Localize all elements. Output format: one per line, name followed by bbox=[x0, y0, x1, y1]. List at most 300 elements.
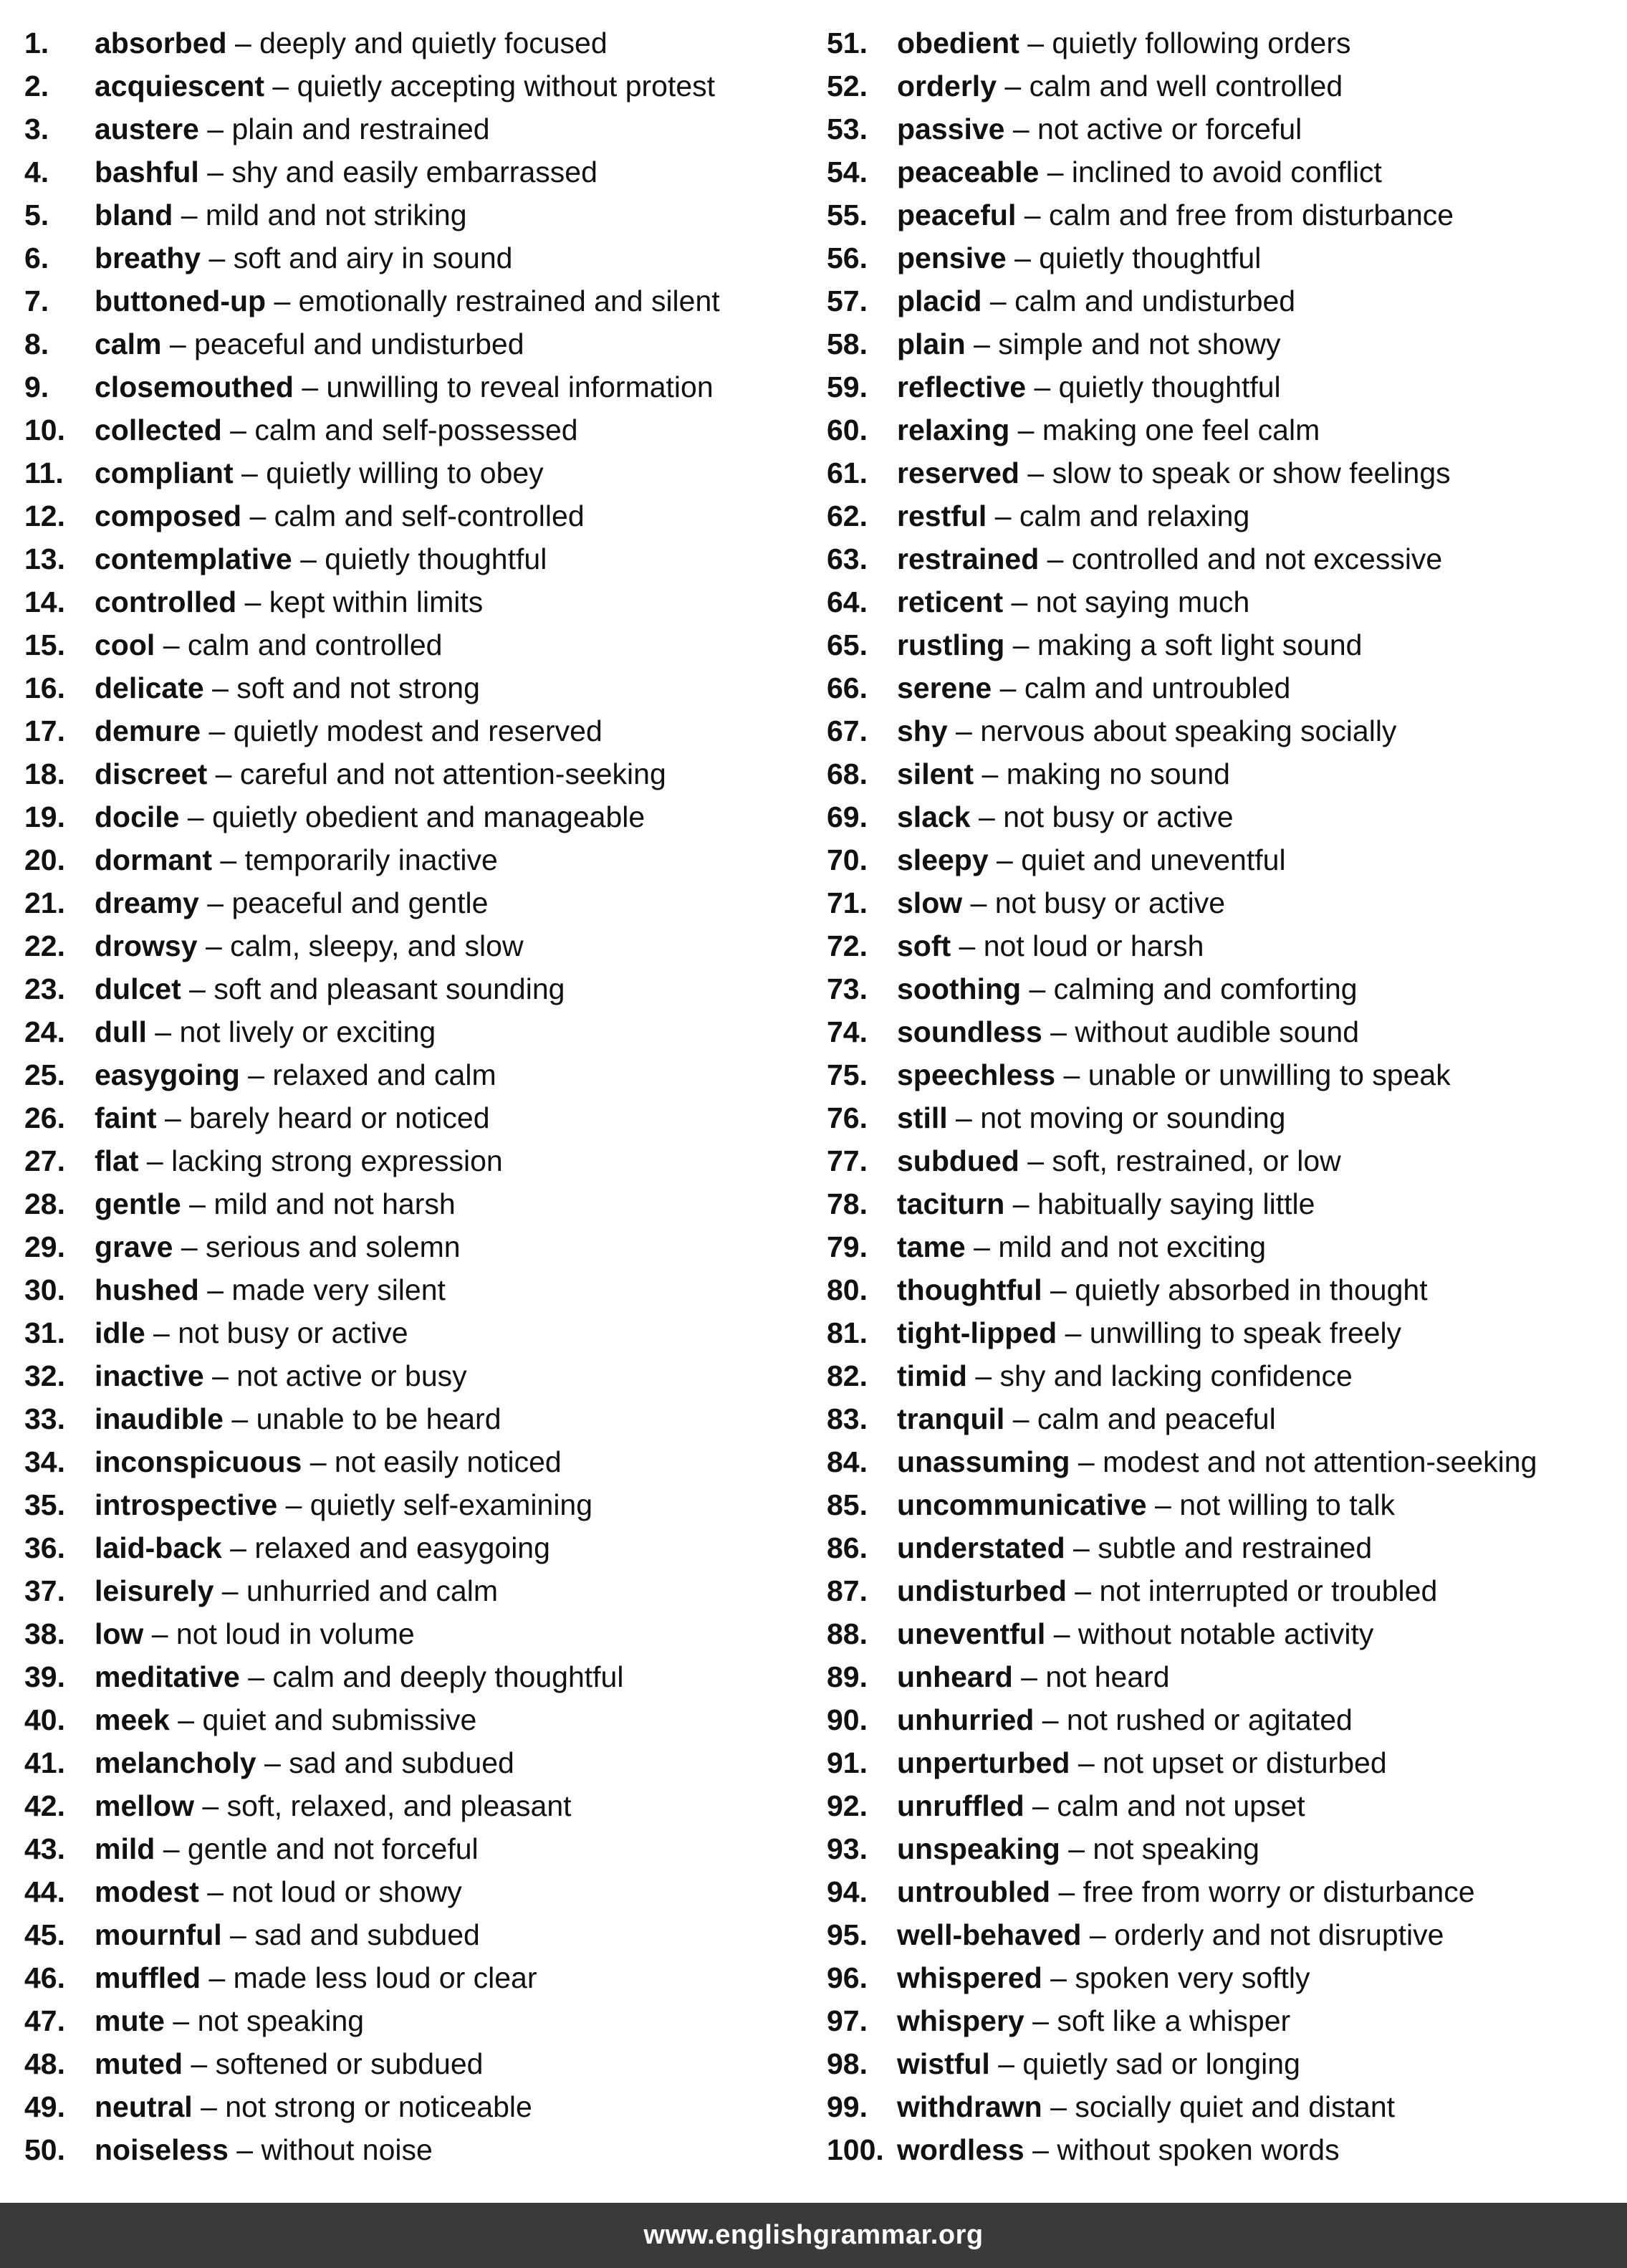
item-separator: – bbox=[1003, 585, 1036, 618]
item-number: 7. bbox=[24, 284, 49, 317]
item-definition: spoken very softly bbox=[1075, 1961, 1310, 1994]
item-number: 8. bbox=[24, 327, 49, 360]
list-item bbox=[827, 1182, 1615, 1225]
list-item bbox=[24, 967, 798, 1010]
item-text bbox=[95, 881, 488, 924]
item-term: bashful bbox=[95, 155, 199, 188]
item-definition: made less loud or clear bbox=[233, 1961, 537, 1994]
list-item bbox=[827, 1483, 1615, 1526]
item-text bbox=[897, 1096, 1285, 1139]
item-text bbox=[95, 967, 565, 1010]
list-item bbox=[24, 150, 798, 193]
list-item bbox=[827, 193, 1615, 236]
item-term: pensive bbox=[897, 241, 1007, 274]
item-number: 53. bbox=[827, 113, 868, 145]
item-term: uncommunicative bbox=[897, 1488, 1147, 1521]
item-text bbox=[897, 1741, 1387, 1784]
item-definition: not interrupted or troubled bbox=[1099, 1574, 1438, 1607]
item-number: 11. bbox=[24, 456, 64, 489]
item-text bbox=[95, 1526, 550, 1569]
list-item bbox=[827, 21, 1615, 64]
item-term: untroubled bbox=[897, 1875, 1051, 1908]
item-term: whispery bbox=[897, 2004, 1024, 2037]
item-text bbox=[95, 623, 442, 666]
list-item bbox=[24, 1010, 798, 1053]
item-number: 55. bbox=[827, 198, 868, 231]
item-separator: – bbox=[173, 1230, 206, 1263]
list-item bbox=[827, 967, 1615, 1010]
list-item bbox=[24, 2128, 798, 2171]
item-text bbox=[95, 2042, 483, 2085]
item-definition: relaxed and easygoing bbox=[254, 1531, 550, 1564]
item-separator: – bbox=[1042, 1273, 1075, 1306]
item-number: 71. bbox=[827, 886, 868, 919]
item-definition: orderly and not disruptive bbox=[1114, 1918, 1444, 1951]
item-definition: controlled and not excessive bbox=[1071, 542, 1443, 575]
item-text bbox=[897, 881, 1225, 924]
item-separator: – bbox=[1070, 1746, 1103, 1779]
item-definition: peaceful and undisturbed bbox=[194, 327, 524, 360]
list-item bbox=[827, 1225, 1615, 1268]
item-term: easygoing bbox=[95, 1058, 240, 1091]
list-item bbox=[827, 1913, 1615, 1956]
item-separator: – bbox=[1066, 1574, 1100, 1607]
item-separator: – bbox=[1024, 2004, 1057, 2037]
item-number: 44. bbox=[24, 1875, 65, 1908]
item-term: faint bbox=[95, 1101, 157, 1134]
item-number: 10. bbox=[24, 413, 65, 446]
item-number: 63. bbox=[827, 542, 868, 575]
item-term: buttoned-up bbox=[95, 284, 267, 317]
item-text bbox=[95, 580, 483, 623]
list-item bbox=[827, 1354, 1615, 1397]
item-term: controlled bbox=[95, 585, 237, 618]
item-number: 36. bbox=[24, 1531, 65, 1564]
item-definition: calm, sleepy, and slow bbox=[230, 929, 524, 962]
item-separator: – bbox=[951, 929, 984, 962]
list-item bbox=[827, 1870, 1615, 1913]
item-number: 62. bbox=[827, 499, 868, 532]
item-number: 58. bbox=[827, 327, 868, 360]
item-separator: – bbox=[1006, 241, 1040, 274]
item-term: uneventful bbox=[897, 1617, 1046, 1650]
item-separator: – bbox=[161, 327, 195, 360]
item-text bbox=[897, 1526, 1372, 1569]
item-term: obedient bbox=[897, 27, 1019, 59]
item-number: 30. bbox=[24, 1273, 65, 1306]
item-separator: – bbox=[239, 1660, 273, 1693]
item-number: 89. bbox=[827, 1660, 868, 1693]
item-text bbox=[95, 1655, 623, 1698]
item-term: dulcet bbox=[95, 972, 181, 1005]
item-term: orderly bbox=[897, 70, 997, 102]
list-item bbox=[24, 1182, 798, 1225]
item-term: understated bbox=[897, 1531, 1065, 1564]
item-text bbox=[95, 709, 603, 752]
item-text bbox=[897, 666, 1290, 709]
item-separator: – bbox=[962, 886, 995, 919]
item-text bbox=[95, 1440, 562, 1483]
item-separator: – bbox=[201, 714, 234, 747]
item-number: 19. bbox=[24, 800, 65, 833]
item-text bbox=[897, 1182, 1315, 1225]
item-separator: – bbox=[256, 1746, 289, 1779]
list-item bbox=[827, 1612, 1615, 1655]
item-number: 72. bbox=[827, 929, 868, 962]
item-number: 9. bbox=[24, 370, 49, 403]
item-text bbox=[897, 1698, 1353, 1741]
item-term: idle bbox=[95, 1316, 145, 1349]
item-term: wordless bbox=[897, 2133, 1024, 2166]
item-definition: without noise bbox=[261, 2133, 433, 2166]
item-term: leisurely bbox=[95, 1574, 214, 1607]
item-number: 94. bbox=[827, 1875, 868, 1908]
item-term: laid-back bbox=[95, 1531, 222, 1564]
item-text bbox=[897, 795, 1234, 838]
list-item bbox=[827, 1053, 1615, 1096]
item-number: 100. bbox=[827, 2133, 884, 2166]
item-number: 15. bbox=[24, 628, 65, 661]
item-separator: – bbox=[236, 585, 269, 618]
list-item bbox=[827, 2085, 1615, 2128]
item-number: 69. bbox=[827, 800, 868, 833]
item-term: composed bbox=[95, 499, 242, 532]
item-term: tame bbox=[897, 1230, 966, 1263]
item-number: 84. bbox=[827, 1445, 868, 1478]
item-separator: – bbox=[213, 1574, 246, 1607]
item-definition: socially quiet and distant bbox=[1075, 2090, 1396, 2123]
item-text bbox=[897, 2042, 1300, 2085]
item-separator: – bbox=[1039, 542, 1072, 575]
item-separator: – bbox=[201, 1961, 234, 1994]
item-term: taciturn bbox=[897, 1187, 1005, 1220]
item-text bbox=[95, 1225, 461, 1268]
item-term: well-behaved bbox=[897, 1918, 1082, 1951]
item-text bbox=[897, 2128, 1340, 2171]
item-separator: – bbox=[965, 1230, 999, 1263]
item-separator: – bbox=[987, 499, 1019, 532]
list-item bbox=[24, 580, 798, 623]
item-number: 49. bbox=[24, 2090, 65, 2123]
item-number: 61. bbox=[827, 456, 868, 489]
item-term: tight-lipped bbox=[897, 1316, 1057, 1349]
item-text bbox=[897, 1870, 1475, 1913]
item-term: relaxing bbox=[897, 413, 1010, 446]
item-separator: – bbox=[992, 671, 1024, 704]
item-separator: – bbox=[207, 757, 240, 790]
item-number: 77. bbox=[827, 1144, 868, 1177]
list-item bbox=[827, 1268, 1615, 1311]
item-text bbox=[95, 365, 714, 408]
item-separator: – bbox=[1004, 113, 1038, 145]
list-item bbox=[827, 752, 1615, 795]
item-text bbox=[897, 967, 1358, 1010]
item-separator: – bbox=[1081, 1918, 1115, 1951]
list-item bbox=[827, 494, 1615, 537]
item-number: 88. bbox=[827, 1617, 868, 1650]
list-item bbox=[24, 1225, 798, 1268]
item-separator: – bbox=[264, 70, 297, 102]
item-term: noiseless bbox=[95, 2133, 229, 2166]
item-definition: calm and controlled bbox=[187, 628, 443, 661]
item-text bbox=[897, 537, 1442, 580]
item-separator: – bbox=[1024, 1789, 1057, 1822]
item-separator: – bbox=[212, 843, 245, 876]
item-separator: – bbox=[164, 2004, 198, 2037]
item-number: 98. bbox=[827, 2047, 868, 2080]
list-item bbox=[827, 1096, 1615, 1139]
item-number: 40. bbox=[24, 1703, 65, 1736]
item-definition: not busy or active bbox=[1003, 800, 1234, 833]
item-text bbox=[95, 537, 547, 580]
item-number: 3. bbox=[24, 113, 49, 145]
item-text bbox=[897, 1010, 1359, 1053]
item-definition: nervous about speaking socially bbox=[980, 714, 1397, 747]
item-separator: – bbox=[1057, 1316, 1090, 1349]
item-text bbox=[95, 1397, 501, 1440]
item-separator: – bbox=[239, 1058, 273, 1091]
item-number: 42. bbox=[24, 1789, 65, 1822]
item-definition: calm and undisturbed bbox=[1014, 284, 1296, 317]
item-definition: kept within limits bbox=[269, 585, 484, 618]
item-number: 34. bbox=[24, 1445, 65, 1478]
item-term: dormant bbox=[95, 843, 212, 876]
list-item bbox=[827, 2128, 1615, 2171]
item-term: still bbox=[897, 1101, 948, 1134]
item-number: 92. bbox=[827, 1789, 868, 1822]
item-number: 45. bbox=[24, 1918, 65, 1951]
item-definition: modest and not attention-seeking bbox=[1103, 1445, 1537, 1478]
item-term: calm bbox=[95, 327, 162, 360]
item-number: 57. bbox=[827, 284, 868, 317]
list-item bbox=[827, 150, 1615, 193]
item-definition: unhurried and calm bbox=[246, 1574, 498, 1607]
item-definition: unwilling to reveal information bbox=[326, 370, 714, 403]
item-term: demure bbox=[95, 714, 201, 747]
item-term: serene bbox=[897, 671, 992, 704]
item-number: 4. bbox=[24, 155, 49, 188]
item-separator: – bbox=[1019, 27, 1052, 59]
list-item bbox=[24, 537, 798, 580]
item-term: bland bbox=[95, 198, 173, 231]
item-text bbox=[897, 1397, 1276, 1440]
item-term: melancholy bbox=[95, 1746, 256, 1779]
item-number: 33. bbox=[24, 1402, 65, 1435]
item-separator: – bbox=[970, 800, 1004, 833]
item-separator: – bbox=[226, 27, 260, 59]
item-separator: – bbox=[1045, 1617, 1078, 1650]
item-text bbox=[897, 838, 1286, 881]
item-text bbox=[897, 494, 1249, 537]
item-term: introspective bbox=[95, 1488, 278, 1521]
item-separator: – bbox=[997, 70, 1030, 102]
item-definition: without notable activity bbox=[1078, 1617, 1374, 1650]
list-item bbox=[827, 838, 1615, 881]
item-definition: soft and airy in sound bbox=[233, 241, 513, 274]
item-text bbox=[897, 1225, 1266, 1268]
item-number: 93. bbox=[827, 1832, 868, 1865]
item-definition: habitually saying little bbox=[1037, 1187, 1315, 1220]
item-text bbox=[95, 107, 490, 150]
item-text bbox=[897, 1053, 1451, 1096]
item-definition: calm and deeply thoughtful bbox=[272, 1660, 624, 1693]
item-term: slow bbox=[897, 886, 963, 919]
list-item bbox=[24, 1569, 798, 1612]
item-number: 26. bbox=[24, 1101, 65, 1134]
item-term: cool bbox=[95, 628, 155, 661]
footer-site-link[interactable]: www.englishgrammar.org bbox=[643, 2220, 984, 2250]
item-text bbox=[897, 107, 1302, 150]
item-text bbox=[95, 451, 544, 494]
item-text bbox=[95, 494, 585, 537]
item-text bbox=[897, 709, 1396, 752]
item-text bbox=[95, 1913, 480, 1956]
list-item bbox=[827, 1698, 1615, 1741]
item-separator: – bbox=[988, 843, 1022, 876]
item-definition: calm and not upset bbox=[1057, 1789, 1305, 1822]
item-definition: soft like a whisper bbox=[1057, 2004, 1291, 2037]
item-definition: not busy or active bbox=[178, 1316, 408, 1349]
item-definition: not loud in volume bbox=[176, 1617, 415, 1650]
list-item bbox=[827, 1784, 1615, 1827]
item-definition: sad and subdued bbox=[289, 1746, 514, 1779]
item-number: 73. bbox=[827, 972, 868, 1005]
item-separator: – bbox=[1146, 1488, 1180, 1521]
item-separator: – bbox=[198, 1273, 232, 1306]
item-number: 56. bbox=[827, 241, 868, 274]
item-term: low bbox=[95, 1617, 144, 1650]
list-item bbox=[827, 322, 1615, 365]
item-text bbox=[897, 1612, 1373, 1655]
item-definition: not active or forceful bbox=[1037, 113, 1302, 145]
item-separator: – bbox=[1009, 413, 1042, 446]
list-item bbox=[24, 1741, 798, 1784]
list-item bbox=[24, 1999, 798, 2042]
item-text bbox=[95, 322, 524, 365]
footer-bar bbox=[0, 2203, 1627, 2268]
item-definition: not easily noticed bbox=[334, 1445, 562, 1478]
item-number: 85. bbox=[827, 1488, 868, 1521]
item-separator: – bbox=[155, 1832, 188, 1865]
item-definition: not willing to talk bbox=[1179, 1488, 1396, 1521]
item-separator: – bbox=[145, 1316, 178, 1349]
item-term: tranquil bbox=[897, 1402, 1005, 1435]
item-term: shy bbox=[897, 714, 948, 747]
item-definition: making no sound bbox=[1006, 757, 1230, 790]
item-term: restrained bbox=[897, 542, 1040, 575]
list-item bbox=[24, 494, 798, 537]
item-separator: – bbox=[197, 929, 231, 962]
list-item bbox=[827, 1440, 1615, 1483]
item-term: drowsy bbox=[95, 929, 198, 962]
item-term: subdued bbox=[897, 1144, 1019, 1177]
word-list-right-column bbox=[827, 21, 1615, 2171]
item-term: slack bbox=[897, 800, 971, 833]
item-term: dreamy bbox=[95, 886, 199, 919]
item-text bbox=[897, 365, 1281, 408]
item-number: 59. bbox=[827, 370, 868, 403]
item-number: 46. bbox=[24, 1961, 65, 1994]
item-number: 65. bbox=[827, 628, 868, 661]
item-separator: – bbox=[179, 800, 213, 833]
item-text bbox=[95, 1612, 415, 1655]
item-definition: softened or subdued bbox=[215, 2047, 484, 2080]
item-separator: – bbox=[1024, 2133, 1057, 2166]
item-definition: inclined to avoid conflict bbox=[1071, 155, 1382, 188]
item-number: 37. bbox=[24, 1574, 65, 1607]
item-number: 47. bbox=[24, 2004, 65, 2037]
item-term: modest bbox=[95, 1875, 199, 1908]
item-definition: soft, relaxed, and pleasant bbox=[226, 1789, 572, 1822]
item-term: breathy bbox=[95, 241, 201, 274]
item-text bbox=[897, 1483, 1395, 1526]
item-text bbox=[897, 623, 1362, 666]
item-separator: – bbox=[221, 1531, 255, 1564]
item-term: soundless bbox=[897, 1015, 1042, 1048]
item-definition: not lively or exciting bbox=[179, 1015, 436, 1048]
item-text bbox=[95, 1483, 592, 1526]
item-term: peaceful bbox=[897, 198, 1017, 231]
item-separator: – bbox=[293, 370, 327, 403]
item-separator: – bbox=[1055, 1058, 1088, 1091]
item-definition: quietly modest and reserved bbox=[233, 714, 603, 747]
word-list-left-column bbox=[24, 21, 798, 2171]
list-item bbox=[827, 2042, 1615, 2085]
item-term: wistful bbox=[897, 2047, 990, 2080]
item-separator: – bbox=[1039, 155, 1072, 188]
item-term: unperturbed bbox=[897, 1746, 1070, 1779]
item-number: 25. bbox=[24, 1058, 65, 1091]
item-separator: – bbox=[198, 113, 232, 145]
item-separator: – bbox=[192, 2090, 226, 2123]
item-number: 41. bbox=[24, 1746, 65, 1779]
item-separator: – bbox=[947, 1101, 981, 1134]
item-term: unassuming bbox=[897, 1445, 1070, 1478]
item-number: 52. bbox=[827, 70, 868, 102]
item-definition: calm and peaceful bbox=[1037, 1402, 1276, 1435]
item-term: contemplative bbox=[95, 542, 292, 575]
item-definition: quietly absorbed in thought bbox=[1075, 1273, 1428, 1306]
item-term: passive bbox=[897, 113, 1005, 145]
item-definition: deeply and quietly focused bbox=[259, 27, 608, 59]
item-definition: not saying much bbox=[1035, 585, 1250, 618]
item-definition: quietly self-examining bbox=[309, 1488, 593, 1521]
item-text bbox=[95, 1268, 446, 1311]
item-text bbox=[95, 1999, 364, 2042]
item-term: unhurried bbox=[897, 1703, 1035, 1736]
item-number: 2. bbox=[24, 70, 49, 102]
list-item bbox=[827, 924, 1615, 967]
list-item bbox=[827, 279, 1615, 322]
list-item bbox=[827, 1569, 1615, 1612]
item-separator: – bbox=[1004, 1187, 1037, 1220]
item-definition: careful and not attention-seeking bbox=[239, 757, 666, 790]
item-term: hushed bbox=[95, 1273, 199, 1306]
item-number: 96. bbox=[827, 1961, 868, 1994]
list-item bbox=[24, 279, 798, 322]
list-item bbox=[24, 322, 798, 365]
item-number: 23. bbox=[24, 972, 65, 1005]
item-term: reticent bbox=[897, 585, 1004, 618]
item-term: restful bbox=[897, 499, 987, 532]
item-term: withdrawn bbox=[897, 2090, 1042, 2123]
item-number: 6. bbox=[24, 241, 49, 274]
item-definition: quiet and uneventful bbox=[1021, 843, 1286, 876]
item-text bbox=[95, 64, 715, 107]
item-text bbox=[897, 193, 1454, 236]
item-term: peaceable bbox=[897, 155, 1040, 188]
list-item bbox=[827, 580, 1615, 623]
